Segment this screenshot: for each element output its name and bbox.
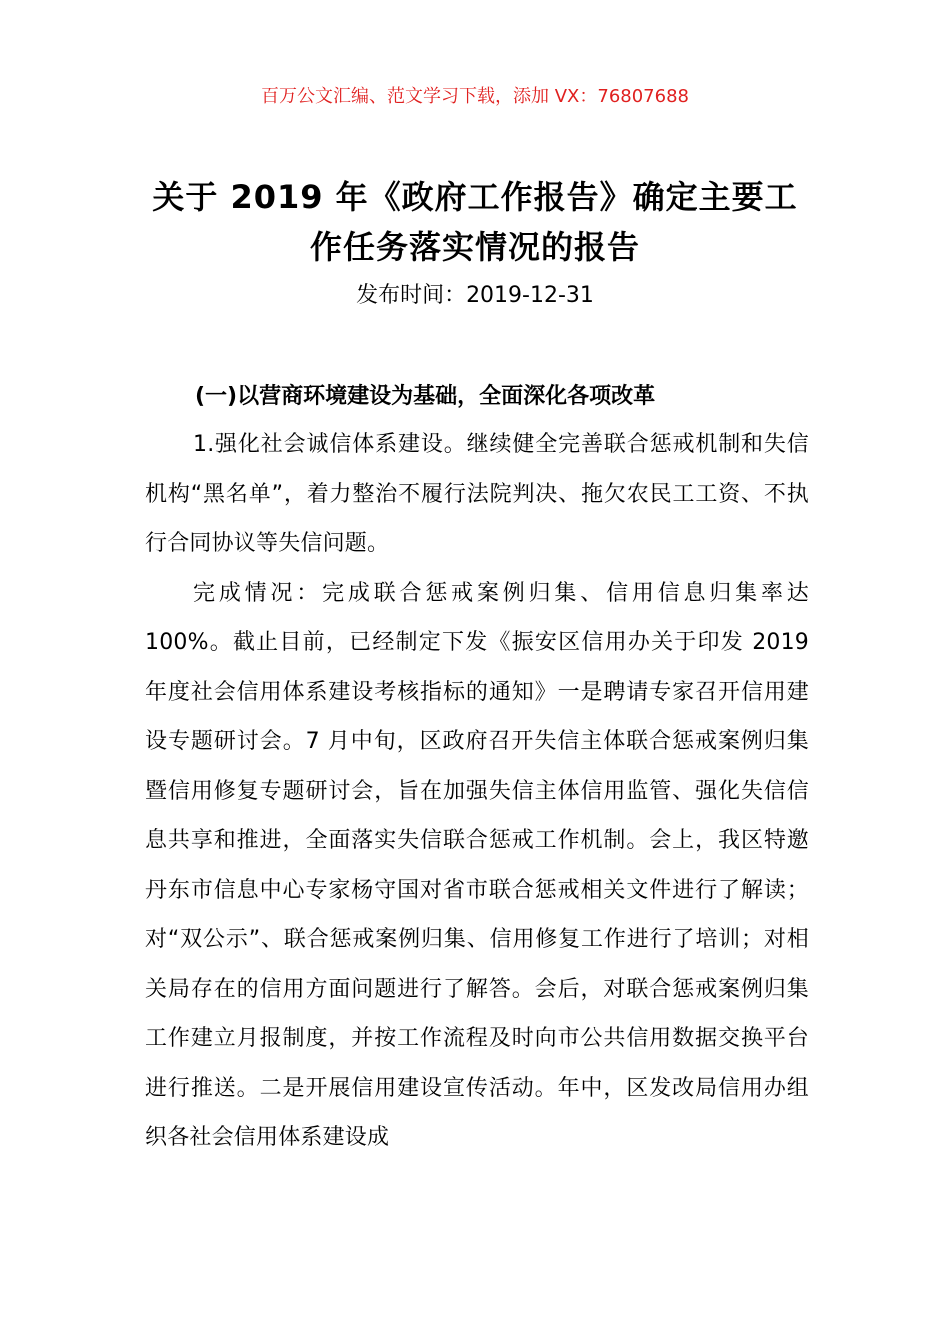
section-heading: (一)以营商环境建设为基础，全面深化各项改革 [195,384,656,409]
document-title: 关于 2019 年《政府工作报告》确定主要工作任务落实情况的报告 [152,178,798,266]
publish-date: 发布时间：2019-12-31 [356,283,594,308]
paragraph: 1.强化社会诚信体系建设。继续健全完善联合惩戒机制和失信机构“黑名单”，着力整治不履行法院判决、拖欠农民工工资、不执行合同协议等失信问题。 [145,432,809,556]
header-note: 百万公文汇编、范文学习下载，添加 VX：76807688 [261,86,689,107]
paragraph: 完成情况：完成联合惩戒案例归集、信用信息归集率达 100%。截止目前，已经制定下发《振安区信用办关于印发 2019 年度社会信用体系建设考核指标的通知》一是聘请专家召开信用建设专题研讨会。7 月中旬，区政府召开失信主体联合惩戒案例归集暨信用修复专题研讨会，旨在加强失信主体信用监管、强化失信信息共享和推进，全面落实失信联合惩戒工作机制。会上，我区特邀丹东市信息中心专家杨守国对省市联合惩戒相关文件进行了解读；对“双公示”、联合惩戒案例归集、信用修复工作进行了培训；对相关局存在的信用方面问题进行了解答。会后，对联合惩戒案例归集工作建立月报制度，并按工作流程及时向市公共信用数据交换平台进行推送。二是开展信用建设宣传活动。年中，区发改局信用办组织各社会信用体系建设成 [145,580,809,1150]
document-body [145,374,809,1163]
